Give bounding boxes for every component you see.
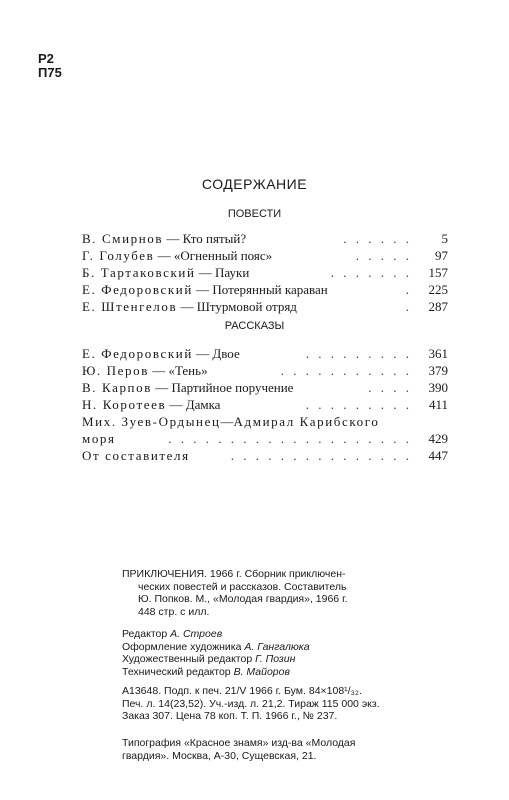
toc-list-povesti (82, 230, 448, 315)
credit-line (122, 628, 442, 641)
toc-entry[interactable]: Н. Коротеев — Дамка . . . . . . . . . 411 (82, 397, 448, 412)
toc-entry[interactable]: Г. Голубев — «Огненный пояс» . . . . . 97 (82, 248, 448, 263)
toc-title: Штурмовой отряд (196, 299, 297, 314)
credit-line (122, 666, 442, 679)
printer-line: гвардия». Москва, А-30, Сущевская, 21. (122, 749, 317, 762)
toc-title: Партийное поручение (171, 380, 294, 395)
toc-title: Пауки (215, 265, 250, 280)
library-code-line: Р2 (38, 51, 54, 66)
credit-name: Г. Позин (255, 653, 296, 665)
print-data (122, 685, 442, 723)
leader-dots: . (405, 299, 412, 314)
toc-author: Г. Голубев (82, 248, 155, 263)
toc-author: Ю. Перов (82, 363, 149, 378)
toc-author: В. Карпов (82, 380, 152, 395)
toc-title: Дамка (185, 397, 221, 412)
printer-info (122, 737, 442, 762)
bib-line: 448 стр. с илл. (138, 605, 210, 618)
bib-line: ческих повестей и рассказов. Составитель (138, 580, 347, 593)
contents-title: СОДЕРЖАНИЕ (201, 176, 308, 192)
printer-line: Типография «Красное знамя» изд-ва «Молодая (122, 737, 356, 749)
toc-page: 379 (428, 363, 448, 378)
toc-entry-continuation[interactable] (82, 430, 448, 447)
toc-title: Адмирал Карибского (233, 414, 380, 429)
toc-title: Двое (212, 346, 240, 361)
credit-role: Технический редактор (122, 665, 231, 678)
toc-page: 429 (428, 431, 448, 446)
toc-author: От составителя (82, 448, 190, 463)
toc-page: 447 (428, 448, 448, 463)
bibliographic-description (122, 568, 442, 618)
toc-page: 225 (428, 282, 448, 297)
credit-name: В. Майоров (233, 665, 290, 678)
toc-author: Б. Тартаковский (82, 265, 196, 280)
toc-title: «Огненный пояс» (173, 248, 273, 263)
toc-entry[interactable]: В. Смирнов — Кто пятый? . . . . . . 5 (82, 231, 448, 246)
leader-dots: . . . . . . . . . (305, 397, 412, 412)
toc-title: Потерянный караван (212, 282, 328, 297)
toc-entry[interactable]: Б. Тартаковский — Пауки . . . . . . . 157 (82, 265, 448, 280)
toc-page: 97 (435, 248, 448, 263)
leader-dots: . . . . . . . . . . . . . . . (230, 448, 412, 463)
section-heading-povesti: ПОВЕСТИ (227, 208, 282, 220)
toc-entry[interactable]: Е. Штенгелов — Штурмовой отряд . 287 (82, 299, 448, 314)
toc-entry[interactable]: Мих. Зуев-Ордынец—Адмирал Карибского (82, 414, 380, 429)
leader-dots: . . . . . . . . . (305, 346, 412, 361)
toc-title: «Тень» (168, 363, 208, 378)
credit-name: А. Гангалюка (244, 640, 310, 653)
credits (122, 628, 442, 678)
library-code (38, 52, 62, 80)
toc-entry[interactable]: В. Карпов — Партийное поручение . . . . 390 (82, 380, 448, 395)
leader-dots: . . . . . . . . . . . . . . . . . . . . (168, 431, 412, 446)
credit-role: Оформление художника (122, 640, 242, 653)
toc-entry[interactable] (82, 447, 448, 464)
section-heading-rasskazy: РАССКАЗЫ (224, 320, 285, 332)
credit-name: А. Строев (170, 628, 223, 640)
toc-page: 411 (428, 397, 448, 412)
leader-dots: . (405, 282, 412, 297)
toc-page: 361 (428, 346, 448, 361)
library-code-line: П75 (38, 65, 62, 80)
toc-title-cont: моря (82, 431, 116, 446)
leader-dots: . . . . . . . . . . . (280, 363, 412, 378)
toc-title: Кто пятый? (182, 231, 247, 246)
toc-author: Е. Штенгелов (82, 299, 178, 314)
credit-line (122, 641, 442, 654)
toc-author: Н. Коротеев (82, 397, 167, 412)
toc-list-rasskazy (82, 345, 448, 464)
toc-page: 390 (428, 380, 448, 395)
bib-line: ПРИКЛЮЧЕНИЯ. 1966 г. Сборник приключен- (122, 568, 346, 580)
print-line: А13648. Подп. к печ. 21/V 1966 г. Бум. 84×108¹/₃₂. (122, 685, 362, 697)
toc-entry[interactable]: Е. Федоровский — Двое . . . . . . . . . 361 (82, 346, 448, 361)
leader-dots: . . . . (368, 380, 412, 395)
toc-author: Е. Федоровский (82, 346, 193, 361)
toc-author: Мих. Зуев-Ордынец (82, 414, 221, 429)
toc-page: 5 (441, 231, 448, 246)
toc-entry[interactable]: Е. Федоровский — Потерянный караван . 225 (82, 282, 448, 297)
toc-author: Е. Федоровский (82, 282, 193, 297)
leader-dots: . . . . . . . (330, 265, 412, 280)
print-line: Заказ 307. Цена 78 коп. Т. П. 1966 г., № 237. (122, 710, 338, 722)
credit-role: Редактор (122, 628, 168, 640)
toc-entry[interactable]: Ю. Перов — «Тень» . . . . . . . . . . . 379 (82, 363, 448, 378)
credit-line (122, 653, 442, 666)
toc-page: 287 (428, 299, 448, 314)
credit-role: Художественный редактор (122, 653, 253, 665)
toc-author: В. Смирнов (82, 231, 164, 246)
leader-dots: . . . . . (355, 248, 412, 263)
bib-line: Ю. Попков. М., «Молодая гвардия», 1966 г. (138, 593, 348, 605)
leader-dots: . . . . . . (343, 231, 412, 246)
toc-page: 157 (428, 265, 448, 280)
print-line: Печ. л. 14(23,52). Уч.-изд. л. 21,2. Тираж 115 000 экз. (122, 697, 380, 710)
